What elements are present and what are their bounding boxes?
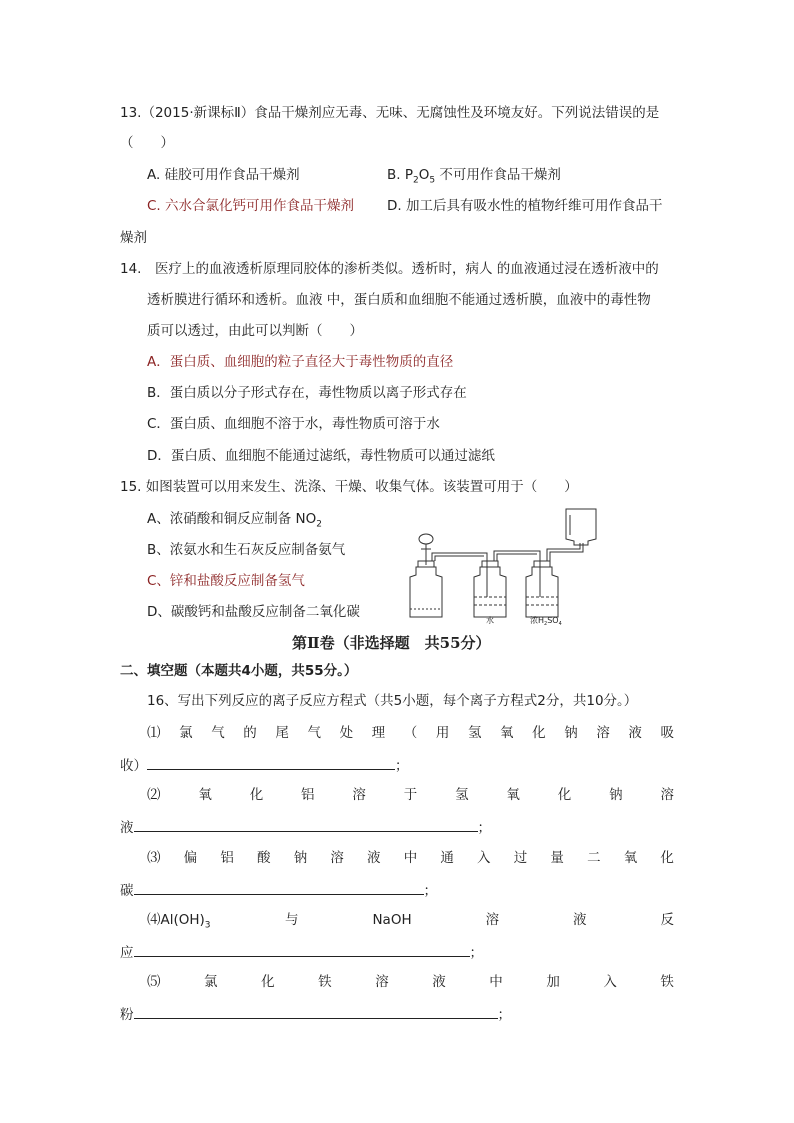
item1-char-11: 氧	[500, 725, 514, 741]
item1-char-12: 化	[532, 725, 546, 741]
item1-char-10: 氢	[467, 725, 482, 741]
item2-char-6: 氢	[455, 787, 469, 803]
item5-char-3: 铁	[318, 974, 332, 990]
item2-char-9: 钠	[609, 787, 623, 803]
section-2-heading: 二、填空题（本题共4小题，共55分。）	[120, 663, 358, 679]
item5-char-5: 液	[432, 974, 446, 990]
gas-apparatus-svg	[408, 505, 604, 627]
item4-char-2: 溶	[485, 912, 500, 928]
gas-apparatus-diagram	[408, 505, 604, 627]
item5-char-0: ⑸	[147, 974, 161, 990]
item3-char-5: 溶	[330, 850, 344, 866]
q14-option-b: B．蛋白质以分子形式存在，毒性物质以离子形式存在	[147, 385, 467, 401]
item5-char-2: 化	[261, 974, 275, 990]
q16-item-4-cont: 应 ；	[120, 942, 483, 962]
item2-char-8: 化	[557, 787, 572, 803]
item1-char-0: ⑴	[147, 725, 161, 741]
label-water: 水	[486, 616, 494, 625]
item5-char-4: 溶	[375, 974, 389, 990]
q16-stem: 16、写出下列反应的离子反应方程式（共5小题，每个离子方程式2分，共10分。）	[147, 693, 638, 709]
item4-char-1: NaOH	[372, 912, 412, 928]
q14-line-2: 透析膜进行循环和透析。血液 中，蛋白质和血细胞不能通过透析膜，血液中的毒性物	[147, 292, 651, 308]
item2-char-2: 化	[249, 787, 264, 803]
q16-item-1-cont: 收） ；	[120, 755, 409, 775]
q15-option-d: D、碳酸钙和盐酸反应制备二氧化碳	[147, 604, 374, 620]
item1-char-16: 吸	[660, 725, 674, 741]
q15-option-b: B、浓氨水和生石灰反应制备氨气	[147, 542, 359, 558]
item2-char-4: 溶	[352, 787, 366, 803]
item2-char-10: 溶	[660, 787, 674, 803]
item5-char-6: 中	[489, 974, 503, 990]
q14-option-d: D．蛋白质、血细胞不能通过滤纸，毒性物质可以通过滤纸	[147, 448, 495, 464]
answer-blank-2[interactable]	[134, 817, 478, 832]
item2-char-1: 氧	[198, 787, 212, 803]
q15-option-a: A、浓硝酸和铜反应制备 $NO_2$	[147, 511, 322, 530]
q16-item-4-prefix: $⑷Al(OH)_3$	[147, 912, 211, 931]
item1-char-3: 的	[243, 725, 257, 741]
item5-char-7: 加	[546, 974, 560, 990]
item4-char-4: 反	[660, 912, 674, 928]
q16-item-2	[147, 786, 674, 804]
item3-char-2: 铝	[220, 850, 234, 866]
item3-char-0: ⑶	[147, 850, 161, 866]
q14-option-a: A．蛋白质、血细胞的粒子直径大于毒性物质的直径	[147, 354, 454, 370]
item1-char-8: （	[403, 725, 418, 741]
q13-option-d-cont: 燥剂	[120, 230, 147, 246]
label-conc-sulfuric-acid: 浓$H_2SO_4$	[530, 616, 562, 627]
answer-blank-5[interactable]	[134, 1004, 498, 1019]
item5-char-9: 铁	[660, 974, 674, 990]
item1-char-13: 钠	[564, 725, 578, 741]
answer-blank-3[interactable]	[134, 880, 424, 895]
item1-char-15: 液	[628, 725, 642, 741]
item3-char-9: 入	[477, 850, 491, 866]
item1-char-6: 处	[339, 725, 354, 741]
q13-paren: （ ）	[120, 135, 174, 151]
item3-char-8: 通	[440, 850, 454, 866]
item3-char-11: 量	[550, 850, 564, 866]
q14-line-1: 14. 医疗上的血液透析原理同胶体的渗析类似。透析时，病人 的血液通过浸在透析液中的	[120, 261, 659, 277]
q13-option-d: D. 加工后具有吸水性的植物纤维可用作食品干	[387, 198, 663, 214]
item3-char-10: 过	[513, 850, 528, 866]
q14-option-c: C．蛋白质、血细胞不溶于水，毒性物质可溶于水	[147, 416, 440, 432]
answer-blank-4[interactable]	[134, 942, 470, 957]
item3-char-1: 偏	[183, 850, 198, 866]
item1-char-7: 理	[371, 725, 386, 741]
item3-char-6: 液	[367, 850, 381, 866]
q15-option-c: C、锌和盐酸反应制备氢气	[147, 573, 319, 589]
item1-char-14: 溶	[596, 725, 610, 741]
q16-item-3	[147, 849, 674, 867]
q16-item-5-cont: 粉 ；	[120, 1004, 511, 1024]
q16-item-5	[147, 973, 674, 991]
q13-stem: 13.（2015·新课标Ⅱ）食品干燥剂应无毒、无味、无腐蚀性及环境友好。下列说法错误的是	[120, 105, 660, 121]
item1-char-1: 氯	[179, 725, 193, 741]
q16-item-2-cont: 液 ；	[120, 817, 491, 837]
q14-line-3: 质可以透过，由此可以判断（ ）	[147, 323, 363, 339]
answer-blank-1[interactable]	[147, 755, 395, 770]
item5-char-8: 入	[603, 974, 617, 990]
q15-stem: 15. 如图装置可以用来发生、洗涤、干燥、收集气体。该装置可用于（ ）	[120, 479, 578, 495]
item1-char-9: 用	[435, 725, 450, 741]
item2-char-7: 氧	[506, 787, 520, 803]
q16-item-1	[147, 724, 674, 742]
q13-option-b: B. $P_2O_5$ 不可用作食品干燥剂	[387, 167, 561, 186]
item1-char-5: 气	[307, 725, 321, 741]
q13-option-c: C. 六水合氯化钙可用作食品干燥剂	[147, 198, 355, 214]
item3-char-12: 二	[587, 850, 601, 866]
item1-char-4: 尾	[275, 725, 289, 741]
item3-char-4: 钠	[293, 850, 308, 866]
item3-char-3: 酸	[257, 850, 271, 866]
item4-char-3: 液	[573, 912, 587, 928]
item2-char-5: 于	[403, 787, 418, 803]
item4-char-0: 与	[285, 912, 299, 928]
section-2-title: 第Ⅱ卷（非选择题 共55分）	[292, 634, 491, 652]
item1-char-2: 气	[211, 725, 225, 741]
item3-char-7: 中	[403, 850, 418, 866]
item2-char-0: ⑵	[147, 787, 161, 803]
q16-item-3-cont: 碳 ；	[120, 880, 437, 900]
item3-char-13: 氧	[623, 850, 638, 866]
q13-option-a: A. 硅胶可用作食品干燥剂	[147, 167, 300, 183]
item2-char-3: 铝	[301, 787, 315, 803]
item5-char-1: 氯	[204, 974, 218, 990]
item3-char-14: 化	[660, 850, 674, 866]
